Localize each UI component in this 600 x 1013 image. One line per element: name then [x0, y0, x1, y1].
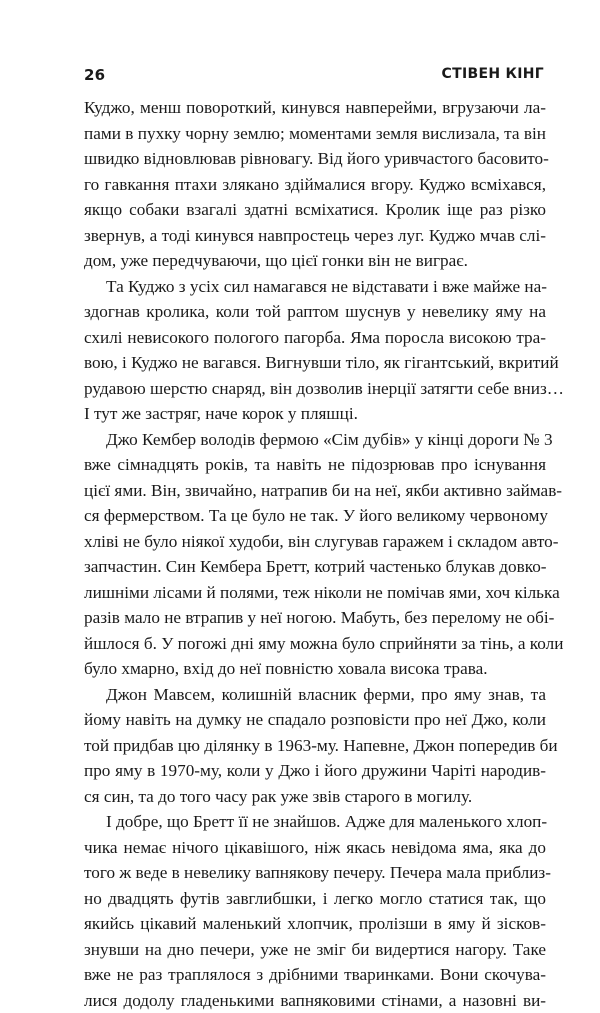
text-line: вже не раз траплялося з дрібними тваринками. Вони скочува-	[84, 962, 546, 988]
paragraph	[84, 274, 546, 427]
text-line: І добре, що Бретт її не знайшов. Адже для маленького хлоп-	[84, 809, 546, 835]
text-line: знувши на дно печери, уже не зміг би видертися нагору. Таке	[84, 937, 546, 963]
text-line: лися додолу гладенькими вапняковими стінами, а назовні ви-	[84, 988, 546, 1013]
page-body-text	[84, 95, 546, 1013]
paragraph	[84, 427, 546, 682]
text-line: якщо собаки взагалі здатні всміхатися. Кролик іще раз різко	[84, 197, 546, 223]
paragraph	[84, 95, 546, 274]
text-line: разів мало не втрапив у неї ногою. Мабуть, без перелому не обі-	[84, 605, 546, 631]
text-line: схилі невисокого пологого пагорба. Яма поросла високою тра-	[84, 325, 546, 351]
text-line: йому навіть на думку не спадало розповісти про неї Джо, коли	[84, 707, 546, 733]
paragraph	[84, 809, 546, 1013]
text-line: дом, уже передчуваючи, що цієї гонки він не виграє.	[84, 248, 546, 274]
text-line: хліві не було ніякої худоби, він слугував гаражем і складом авто-	[84, 529, 546, 555]
text-line: го гавкання птахи злякано здіймалися вгору. Куджо всміхався,	[84, 172, 546, 198]
text-line: ся син, та до того часу рак уже звів старого в могилу.	[84, 784, 546, 810]
text-line: чика немає нічого цікавішого, ніж якась невідома яма, яка до	[84, 835, 546, 861]
text-line: Та Куджо з усіх сил намагався не відставати і вже майже на-	[84, 274, 546, 300]
text-line: швидко відновлював рівновагу. Від його уривчастого басовито-	[84, 146, 546, 172]
text-line: того ж веде в невелику вапнякову печеру. Печера мала приблиз-	[84, 860, 546, 886]
text-line: Джон Мавсем, колишній власник ферми, про яму знав, та	[84, 682, 546, 708]
text-line: но двадцять футів завглибшки, і легко могло статися так, що	[84, 886, 546, 912]
text-line: пами в пухку чорну землю; моментами земля вислизала, та він	[84, 121, 546, 147]
text-line: той придбав цю ділянку в 1963-му. Напевне, Джон попередив би	[84, 733, 546, 759]
page-number: 26	[84, 66, 105, 84]
text-line: ся фермерством. Та це було не так. У його великому червоному	[84, 503, 546, 529]
text-line: Джо Кембер володів фермою «Сім дубів» у кінці дороги № 3	[84, 427, 546, 453]
text-line: рудавою шерстю снаряд, він дозволив інерції затягти себе вниз…	[84, 376, 546, 402]
text-line: Куджо, менш повороткий, кинувся навперейми, вгрузаючи ла-	[84, 95, 546, 121]
running-head-author: СТІВЕН КІНГ	[442, 66, 544, 82]
text-line: І тут же застряг, наче корок у пляшці.	[84, 401, 546, 427]
text-line: лишніми лісами й полями, теж ніколи не помічав ями, хоч кілька	[84, 580, 546, 606]
text-line: якийсь цікавий маленький хлопчик, пролізши в яму й зісков-	[84, 911, 546, 937]
text-line: про яму в 1970-му, коли у Джо і його дружини Чаріті народив-	[84, 758, 546, 784]
paragraph	[84, 682, 546, 810]
text-line: вою, і Куджо не вагався. Вигнувши тіло, як гігантський, вкритий	[84, 350, 546, 376]
text-line: йшлося б. У погожі дні яму можна було сприйняти за тінь, а коли	[84, 631, 546, 657]
page-header	[84, 66, 544, 90]
text-line: цієї ями. Він, звичайно, натрапив би на неї, якби активно займав-	[84, 478, 546, 504]
text-line: вже сімнадцять років, та навіть не підозрював про існування	[84, 452, 546, 478]
text-line: звернув, а тоді кинувся навпростець через луг. Куджо мчав слі-	[84, 223, 546, 249]
text-line: здогнав кролика, коли той раптом шуснув у невелику яму на	[84, 299, 546, 325]
text-line: було хмарно, вхід до неї повністю ховала висока трава.	[84, 656, 546, 682]
text-line: запчастин. Син Кембера Бретт, котрий частенько блукав довко-	[84, 554, 546, 580]
